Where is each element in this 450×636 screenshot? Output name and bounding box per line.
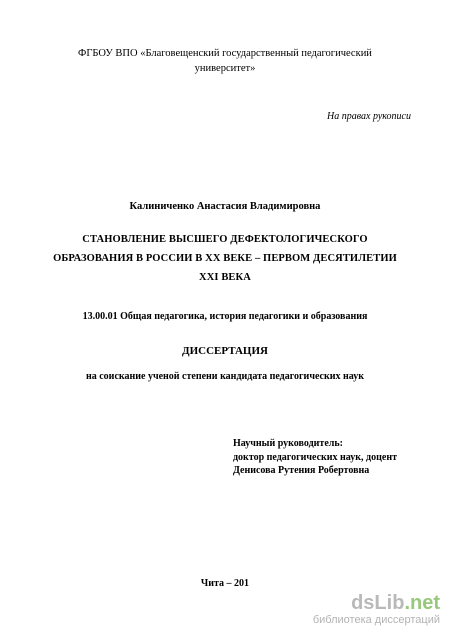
organization-line-1: ФГБОУ ВПО «Благовещенский государственный педагогический [78, 48, 372, 59]
supervisor-degree: доктор педагогических наук, доцент [233, 451, 397, 463]
supervisor-role: Научный руководитель: [233, 438, 343, 449]
manuscript-rights: На правах рукописи [327, 111, 411, 122]
degree-line: на соискание ученой степени кандидата педагогических наук [85, 371, 364, 382]
organization-header [0, 46, 450, 76]
title-line-2: ОБРАЗОВАНИЯ В РОССИИ В XX ВЕКЕ – ПЕРВОМ ДЕСЯТИЛЕТИИ [53, 253, 397, 264]
specialty: 13.00.01 Общая педагогика, история педагогики и образования [82, 311, 368, 322]
author-name: Калиниченко Анастасия Владимировна [129, 201, 321, 212]
dissertation-title [0, 230, 450, 287]
title-line-1: СТАНОВЛЕНИЕ ВЫСШЕГО ДЕФЕКТОЛОГИЧЕСКОГО [82, 234, 368, 245]
city-year: Чита – 201 [200, 578, 250, 589]
document-type: ДИССЕРТАЦИЯ [182, 345, 268, 357]
title-line-3: XXI ВЕКА [199, 272, 251, 283]
supervisor-name: Денисова Рутения Робертовна [233, 465, 370, 476]
watermark [313, 593, 440, 626]
watermark-logo-ext: .net [404, 592, 440, 614]
watermark-logo-main: dsLib [351, 592, 405, 614]
watermark-subtitle: библиотека диссертаций [312, 614, 440, 626]
watermark-logo [313, 593, 440, 613]
organization-line-2: университет» [194, 63, 256, 74]
supervisor-block [233, 437, 397, 478]
